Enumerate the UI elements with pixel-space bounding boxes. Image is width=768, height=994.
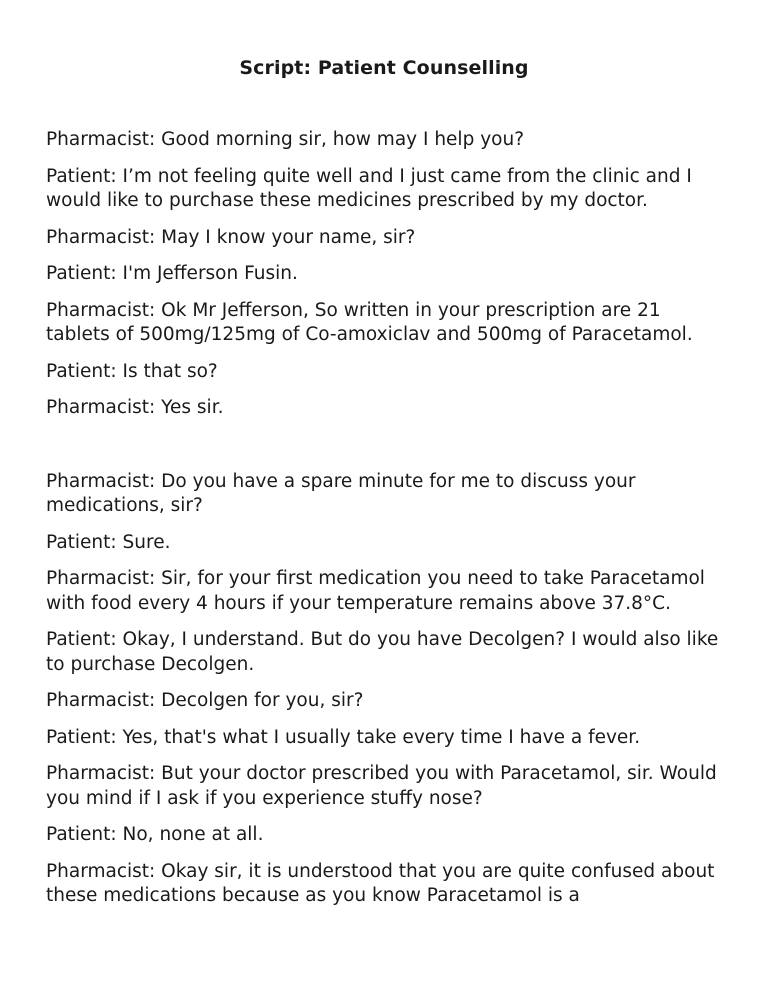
dialogue-line: Patient: Sure.: [46, 531, 171, 553]
dialogue-line: Patient: No, none at all.: [46, 824, 264, 845]
dialogue-line: Pharmacist: Okay sir, it is understood that you are quite confused about these medications because as you know Paracetamol is a: [46, 860, 715, 906]
dialogue-line: Patient: Okay, I understand. But do you have Decolgen? I would also like to purchase Decolgen.: [46, 629, 719, 675]
dialogue-line: Pharmacist: Do you have a spare minute for me to discuss your medications, sir?: [46, 470, 636, 516]
dialogue-line: Pharmacist: Decolgen for you, sir?: [46, 690, 364, 711]
dialogue-line: Patient: Yes, that's what I usually take every time I have a fever.: [46, 726, 641, 748]
dialogue-line: Pharmacist: Good morning sir, how may I help you?: [46, 129, 525, 150]
dialogue-line: Patient: I'm Jefferson Fusin.: [46, 263, 298, 284]
dialogue-line: Pharmacist: May I know your name, sir?: [46, 226, 416, 248]
dialogue-line: Patient: I’m not feeling quite well and I just came from the clinic and I would like to purchase these medicines prescribed by my doctor.: [46, 165, 692, 211]
section-spacer: [46, 433, 726, 470]
dialogue-line: Pharmacist: Yes sir.: [46, 397, 224, 418]
dialogue-line: Pharmacist: Sir, for your first medication you need to take Paracetamol with food every 4 hours if your temperature remains above 37.8°C.: [46, 568, 705, 614]
dialogue-body: [46, 128, 726, 921]
dialogue-line: Pharmacist: But your doctor prescribed you with Paracetamol, sir. Would you mind if I ask if you experience stuffy nose?: [46, 763, 717, 809]
page-title: Script: Patient Counselling: [239, 57, 529, 79]
dialogue-line: Pharmacist: Ok Mr Jefferson, So written in your prescription are 21 tablets of 500mg/125mg of Co-amoxiclav and 500mg of Paracetamol.: [46, 299, 693, 345]
dialogue-line: Patient: Is that so?: [46, 360, 218, 382]
